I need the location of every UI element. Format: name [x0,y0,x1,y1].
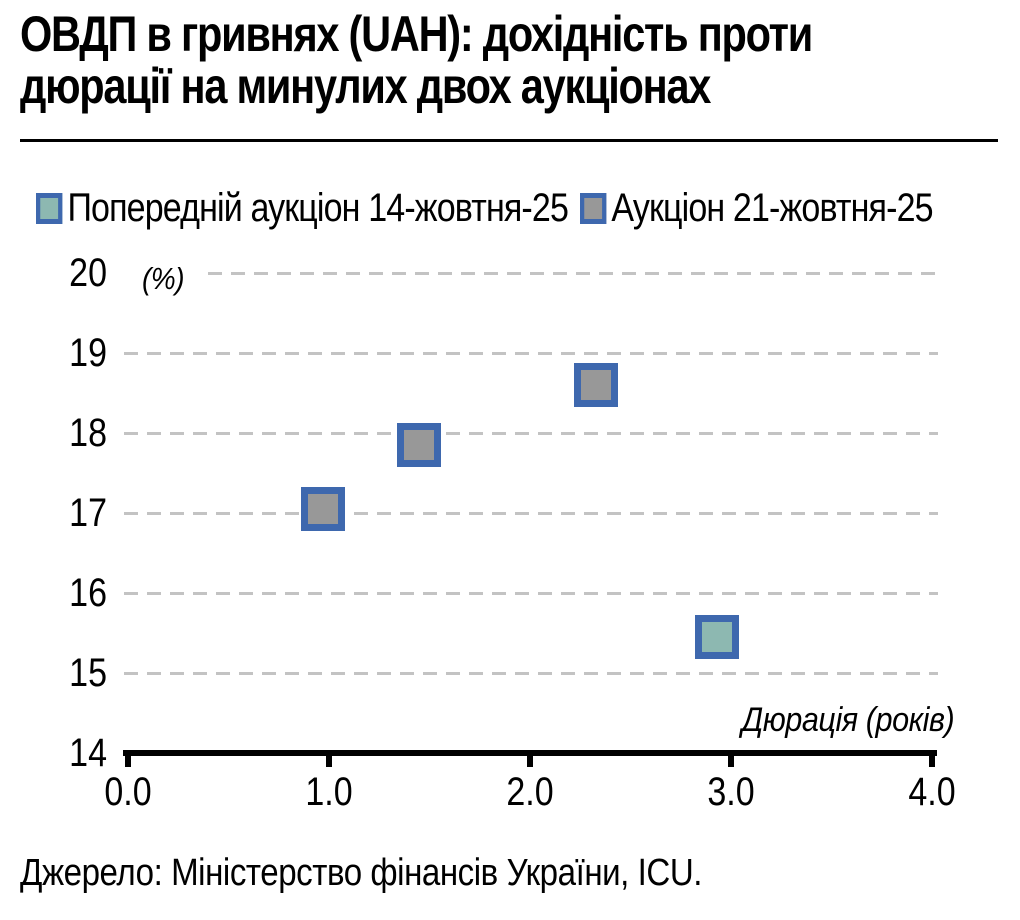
y-tick-label-18: 18 [69,411,107,455]
y-tick-label-17: 17 [69,491,107,535]
page-title [20,8,812,112]
x-tick-label-1.0: 1.0 [305,770,353,814]
page-title-line-1: ОВДП в гривнях (UAH): дохідність проти [20,6,813,62]
legend-label: Попередній аукціон 14-жовтня-25 [67,186,569,230]
x-tick-mark-3.0 [728,750,734,767]
legend-item-0 [36,186,568,231]
y-tick-label-19: 19 [69,331,107,375]
gridline-y-18 [124,432,938,435]
x-axis-title: Дюрація (років) [741,701,954,739]
legend-item-1 [580,186,933,231]
data-point-series1-0 [301,487,345,531]
x-tick-label-2.0: 2.0 [506,770,554,814]
legend-square-marker [580,193,606,224]
plot-area [69,251,956,833]
chart-legend [36,186,933,231]
gridline-y-19 [124,352,938,355]
data-point-series1-1 [397,423,441,467]
gridline-y-20 [208,272,938,275]
x-tick-label-0.0: 0.0 [104,770,152,814]
x-tick-mark-0.0 [125,750,131,767]
x-tick-label-3.0: 3.0 [707,770,755,814]
y-tick-label-15: 15 [69,651,107,695]
x-tick-mark-1.0 [326,750,332,767]
data-point-series1-2 [574,363,618,407]
source-note: Джерело: Міністерство фінансів України, ICU. [20,852,703,894]
page-title-line-2: дюрації на минулих двох аукціонах [20,58,711,114]
data-point-series0-0 [695,615,739,659]
legend-label: Аукціон 21-жовтня-25 [611,186,933,230]
y-tick-label-16: 16 [69,571,107,615]
gridline-y-16 [124,592,938,595]
legend-square-marker [36,193,62,224]
gridline-y-15 [124,672,938,675]
title-divider [20,139,998,142]
x-tick-mark-2.0 [527,750,533,767]
gridline-y-17 [124,512,938,515]
y-tick-label-20: 20 [69,251,107,295]
y-axis-unit-label: (%) [142,261,185,296]
x-tick-mark-4.0 [929,750,935,767]
x-tick-label-4.0: 4.0 [908,770,956,814]
y-tick-label-14: 14 [69,731,107,775]
